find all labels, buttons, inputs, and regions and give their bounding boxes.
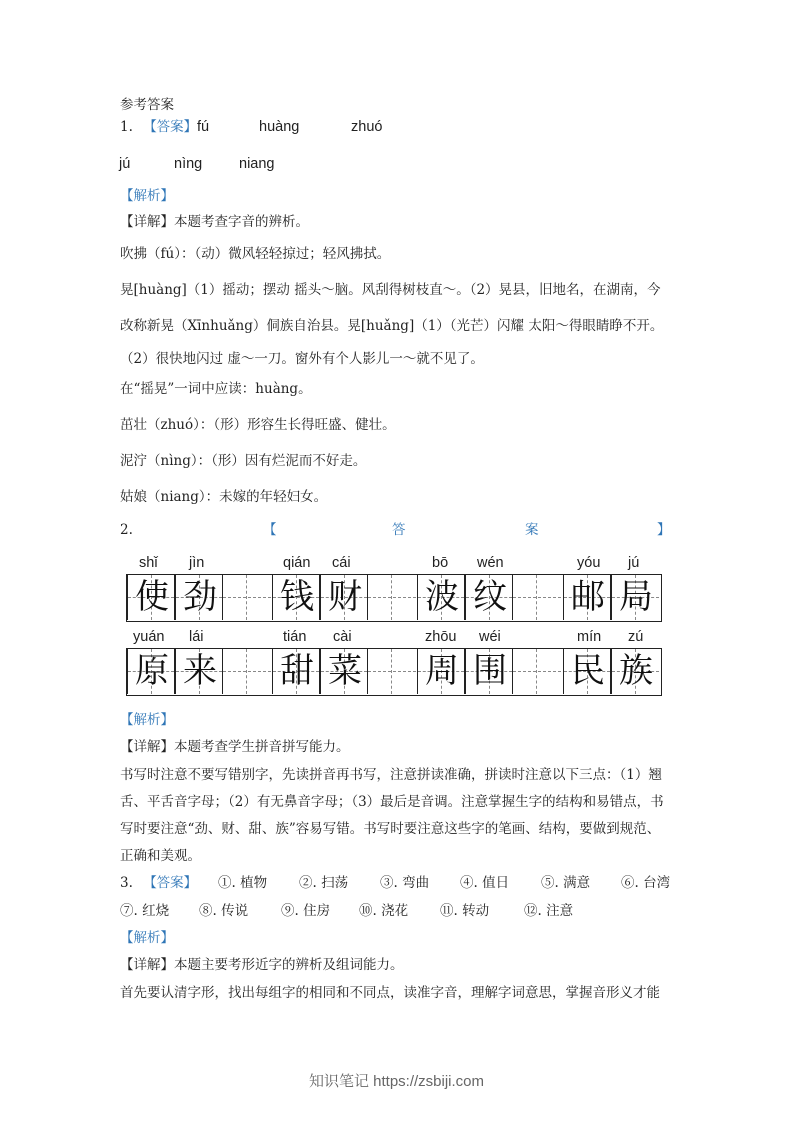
q3-analysis-tag: 【解析】 [120,930,174,946]
q2-line-4: 正确和美观。 [120,848,201,864]
grid1-pinyin: yóu [577,555,601,571]
footer-watermark: 知识笔记 https://zsbiji.com [308,1073,485,1090]
grid-char: 钱 [280,577,314,617]
grid-char: 邮 [571,577,605,617]
grid-cell [175,575,223,620]
grid-char: 围 [473,651,507,691]
q2-line-3: 写时要注意“劲、财、甜、族”容易写错。书写时要注意这些字的笔画、结构，要做到规范、 [120,821,661,837]
q1-number: 1. [120,119,133,135]
grid-cell [175,649,223,694]
q1-analysis-tag: 【解析】 [120,188,174,204]
q3-detail: 【详解】本题主要考形近字的辨析及组词能力。 [120,957,404,973]
q1-pinyin-4: jú [119,156,131,172]
grid-cell [465,575,513,620]
q3-number: 3. [120,875,133,891]
grid1-pinyin: bō [432,555,449,571]
grid-blank-cell [223,575,271,620]
grid-char: 波 [425,577,459,617]
q1-answer-line [120,118,197,136]
grid2-pinyin: tián [283,629,307,645]
q1-pinyin-1: fú [197,119,210,135]
q2-answer-char-1: 答 [392,522,406,538]
grid-cell [465,649,513,694]
q3-answer-line [120,874,197,892]
q1-line-8: 姑娘（niang）：未嫁的年轻妇女。 [120,489,328,505]
grid1-pinyin: shǐ [139,555,158,571]
q3-answer-item: ⑫. 注意 [524,903,574,919]
grid-char: 劲 [183,577,217,617]
grid2-pinyin: mín [577,629,602,645]
q2-line-1: 书写时注意不要写错别字，先读拼音再书写，注意拼读准确，拼读时注意以下三点：（1）翘 [120,767,662,783]
q2-analysis-tag: 【解析】 [120,712,174,728]
q1-answer-tag: 【答案】 [143,119,198,135]
grid-blank-cell [368,649,416,694]
q3-answer-item: ⑨. 住房 [281,903,331,919]
grid-char: 原 [135,651,169,691]
q2-answer-char-2: 案 [525,522,539,538]
page-title: 参考答案 [120,97,174,113]
grid-char: 族 [619,651,653,691]
q3-answer-item: ⑧. 传说 [199,903,249,919]
grid-char: 财 [328,577,362,617]
q1-line-2: 晃[huàng]（1）摇动；摆动 摇头～脑。风刮得树枝直～。（2）晃县，旧地名，在湖南，今 [120,282,661,298]
q3-answer-item: ⑦. 红烧 [120,903,170,919]
q1-line-6: 茁壮（zhuó）：（形）形容生长得旺盛、健壮。 [120,417,396,433]
grid-blank-cell [223,649,271,694]
q1-pinyin-6: niang [239,156,275,172]
q3-line-1: 首先要认清字形，找出每组字的相同和不同点，读准字音，理解字词意思，掌握音形义才能 [120,985,660,1001]
q3-answer-item: ①. 植物 [218,875,268,891]
grid-cell [127,649,175,694]
writing-grid-row-1 [126,574,662,622]
grid2-pinyin: lái [189,629,204,645]
q3-answer-item: ⑥. 台湾 [621,875,671,891]
grid-cell [320,575,368,620]
grid-cell [417,575,465,620]
grid-char: 周 [425,651,459,691]
grid-cell [611,649,659,694]
q2-answer-bracket-open: 【 [263,522,277,538]
grid-cell [320,649,368,694]
grid-char: 纹 [473,577,507,617]
grid-char: 菜 [328,651,362,691]
q1-pinyin-5: nìng [174,156,203,172]
q1-line-4: （2）很快地闪过 虚～一刀。窗外有个人影儿一～就不见了。 [120,351,484,367]
grid-cell [272,649,320,694]
q2-line-2: 舌、平舌音字母；（2）有无鼻音字母；（3）最后是音调。注意掌握生字的结构和易错点，书 [120,794,664,810]
grid2-pinyin: cài [333,629,352,645]
q3-answer-item: ⑩. 浇花 [359,903,409,919]
grid1-pinyin: jú [628,555,640,571]
q3-answer-item: ⑪. 转动 [440,903,490,919]
grid1-pinyin: wén [477,555,504,571]
grid-char: 使 [135,577,169,617]
q3-answer-item: ②. 扫荡 [299,875,349,891]
grid-cell [563,575,611,620]
grid-cell [563,649,611,694]
writing-grid-row-2 [126,648,662,696]
q3-answer-item: ⑤. 满意 [541,875,591,891]
q1-pinyin-3: zhuó [351,119,383,135]
q2-answer-bracket-close: 】 [657,522,671,538]
grid2-pinyin: zhōu [425,629,457,645]
grid2-pinyin: wéi [479,629,501,645]
q3-answer-item: ④. 值日 [460,875,510,891]
grid-cell [127,575,175,620]
grid-blank-cell [368,575,416,620]
grid-cell [417,649,465,694]
grid2-pinyin: zú [628,629,644,645]
grid-char: 来 [183,651,217,691]
q1-pinyin-2: huàng [259,119,300,135]
grid-cell [272,575,320,620]
q1-line-1: 吹拂（fú）：（动）微风轻轻掠过；轻风拂拭。 [120,246,391,262]
q2-detail: 【详解】本题考查学生拼音拼写能力。 [120,739,350,755]
grid-blank-cell [513,575,561,620]
grid2-pinyin: yuán [133,629,165,645]
grid1-pinyin: qián [283,555,311,571]
grid-char: 局 [619,577,653,617]
grid-char: 民 [571,651,605,691]
q1-line-5: 在“摇晃”一词中应读：huàng。 [120,381,312,397]
grid-char: 甜 [280,651,314,691]
q3-answer-item: ③. 弯曲 [380,875,430,891]
grid-blank-cell [513,649,561,694]
q1-line-3: 改称新晃（Xīnhuǎng）侗族自治县。晃[huǎng]（1）（光芒）闪耀 太阳～得眼睛睁不开。 [120,318,664,334]
q2-number: 2. [120,522,133,538]
q1-line-7: 泥泞（nìng）：（形）因有烂泥而不好走。 [120,453,367,469]
q1-detail: 【详解】本题考查字音的辨析。 [120,214,309,230]
grid1-pinyin: cái [332,555,351,571]
grid1-pinyin: jìn [189,555,205,571]
grid-cell [611,575,659,620]
q3-answer-tag: 【答案】 [143,875,198,891]
